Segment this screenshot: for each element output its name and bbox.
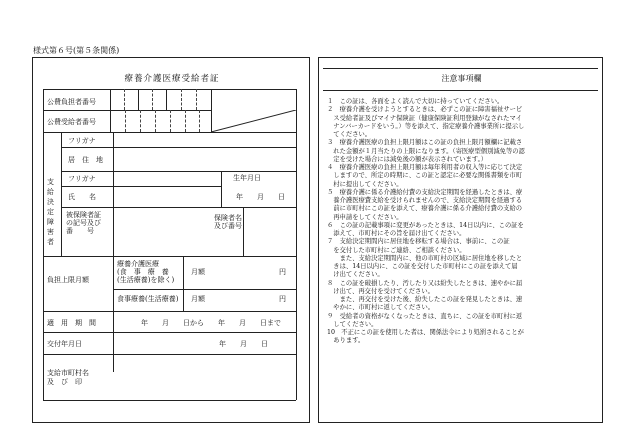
food-label: 食事療養(生活療養) [117,295,179,303]
note-line: てください。 [327,131,372,138]
payer-number-label: 公費負担者番号 [47,98,96,106]
note-line: け出てください。 [327,271,384,279]
furigana-label-1: フリガナ [68,137,96,145]
section-label: 支給決定障害者 [47,178,54,246]
yen-1: 円 [279,268,286,276]
note-line: ７ 支給決定期間内に居住地を移転する場合は、事前に、この証 [327,238,510,246]
notes-title: 注意事項欄 [441,74,482,83]
note-line: また、再交付を受けた後、紛失したこの証を発見したときは、速 [327,296,523,303]
recipient-number-label: 公費受給者番号 [47,118,96,126]
note-line: やかに、市町村に返してください。 [327,304,435,312]
note-line: １ この証は、各面をよく読んで大切に持っていてください。 [327,98,504,105]
note-line: 養介護医療費支給を受けられませんので、支給決定期間を経過する [327,197,523,204]
note-line: ナンバーカードをいう。）等を添えて、指定療養介護事業所に提示し [327,122,525,130]
note-line: 再申請をしてください。 [327,213,403,221]
table-right-border [296,89,297,400]
note-line: 10 不正にこの証を使用した者は、関係法令により処罰されることが [327,329,524,336]
office-label-2: 及 び 印 [47,378,82,386]
form-number: 様式第６号(第５条関係) [33,46,120,55]
note-line: け出て、再交付を受けてください。 [327,287,434,295]
birthdate-label: 生年月日 [233,174,261,182]
note-line: 前に市町村にこの証を添えて、療養介護に係る介護給付費の支給の [327,205,523,213]
furigana-label-2: フリガナ [68,175,96,183]
note-line: を交付した市町村にご連絡、ご相談ください。 [327,246,466,254]
note-line: 村に提出してください。 [327,180,403,188]
medical-label-2: (食 事 療 養 [117,268,169,276]
notes-panel [318,57,603,423]
name-label: 氏 名 [68,193,96,201]
note-line: きは、14日以内に、この証を交付した市町村にこの証を添えて届 [327,263,518,270]
address-label: 居 住 地 [68,156,103,164]
certificate-title: 療養介護医療受給者証 [124,74,220,84]
note-line: ２ 療養介護を受けようとするときは、必ずこの証に障害福祉サービ [327,106,523,114]
void-diagonal [211,110,296,132]
issue-label: 交付年月日 [47,340,82,348]
period-label: 適 用 期 間 [47,319,96,327]
office-label-1: 支給市町村名 [47,369,89,377]
note-line: ９ 受給者の資格がなくなったときは、直ちに、この証を市町村に返 [327,312,523,320]
certificate-panel [32,57,310,423]
insurer-label-2: 及び番号 [214,222,242,230]
burden-label: 負担上限月額 [47,276,89,284]
note-line: ３ 療養介護医療の負担上限月額はこの証の負担上限月額欄に記載さ [327,139,523,147]
table-bottom-border [43,400,296,401]
note-line: 添えて、市町村にその旨を届け出てください。 [327,230,466,237]
birthdate-value: 年 月 日 [236,193,285,201]
note-line: ５ 療養介護に係る介護給付費の支給決定期間を経過したときは、療 [327,188,523,196]
monthly-label-2: 月額 [191,295,205,303]
note-line: また、支給決定期間内に、他の市町村の区域に居住地を移したと [327,254,523,262]
period-value: 年 月 日から 年 月 日まで [141,319,281,327]
insured-label-1: 被保険者証 [66,211,101,219]
note-line: ス受給者証及びマイナ保険証（健康保険証利用登録がなされたマイ [327,114,522,122]
note-line: あります。 [327,337,365,345]
monthly-label-1: 月額 [191,268,205,276]
note-line: してください。 [327,320,378,328]
note-line: れた金額が１月当たりの上限になります。（寄医療型個別減免等の認 [327,147,525,155]
note-line: 定を受けた場合には減免後の額が表示されています。） [327,155,488,163]
note-line: ８ この証を破損したり、汚したり又は紛失したときは、速やかに届 [327,279,523,287]
note-line: しますので、所定の時期に、この証と認定に必要な関係書類を市町 [327,172,523,180]
notes-list [327,98,597,346]
yen-2: 円 [279,295,286,303]
issue-value: 年 月 日 [219,340,268,348]
note-line: ４ 療養介護医療の負担上限月額は毎年利用者の収入等に応じて決定 [327,164,523,171]
medical-label-1: 療養介護医療 [117,260,159,268]
insurer-label-1: 保険者名 [214,214,242,222]
note-line: ６ この証の記載事項に変更があったときは、14日以内に、この証を [327,221,524,229]
insured-label-3: 番 号 [66,227,94,235]
insured-label-2: の記号及び [66,219,101,227]
table-top-border [43,89,296,90]
medical-label-3: (生活療養)を除く) [117,276,175,284]
